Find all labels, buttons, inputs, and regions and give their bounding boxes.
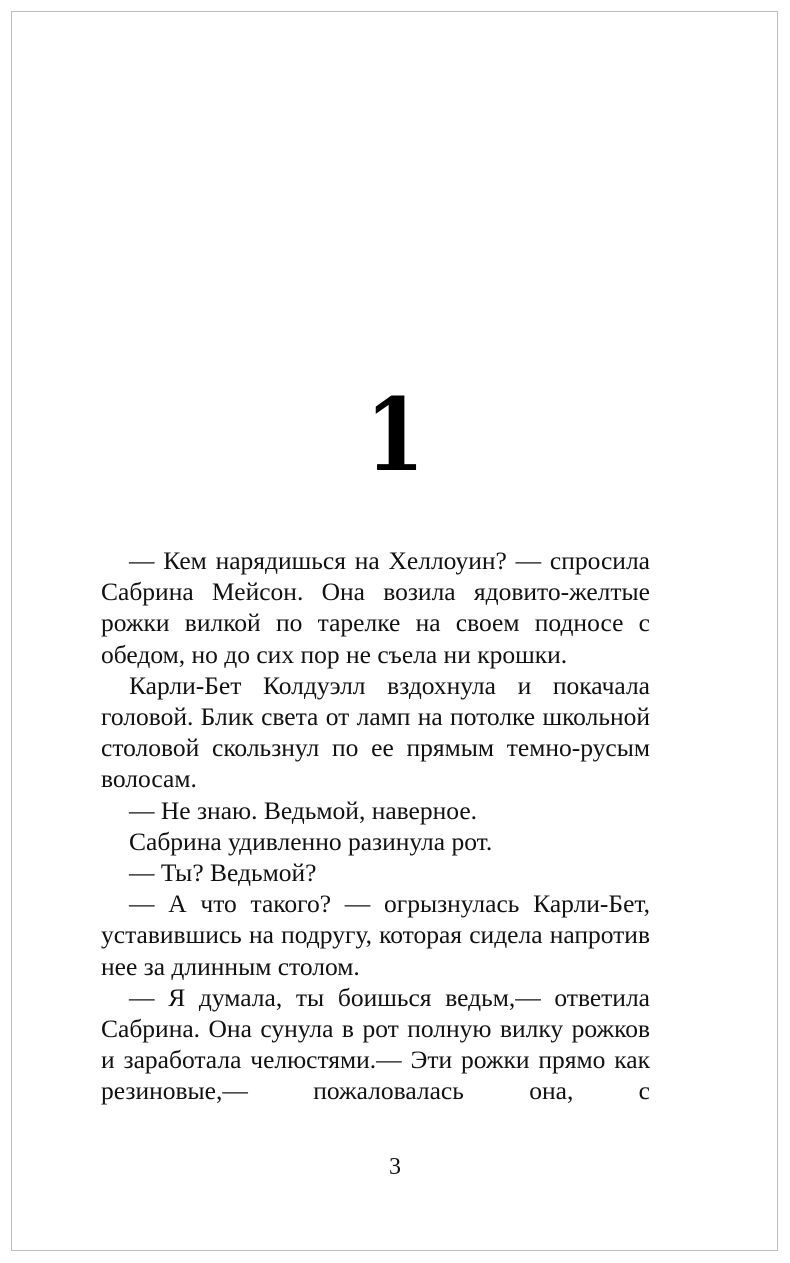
paragraph: — Не знаю. Ведьмой, наверное. — [129, 795, 478, 825]
chapter-number: 1 — [365, 376, 425, 494]
paragraph: Карли-Бет Колдуэлл вздохнула и покачала головой. Блик света от ламп на потолке школьной столовой скользнул по ее прямым темно-русым волосам. — [101, 670, 650, 794]
paragraph: — Ты? Ведьмой? — [129, 858, 317, 888]
chapter-text — [101, 545, 650, 1107]
paragraph: — Кем нарядишься на Хеллоуин? — спросила Сабрина Мейсон. Она возила ядовито-желтые рожки вилкой по тарелке на своем подносе с обедом, но до сих пор не съела ни крошки. — [101, 546, 650, 669]
paragraph: — Я думала, ты боишься ведьм,— ответила Сабрина. Она сунула в рот полную вилку рожков и заработала челюстями.— Эти рожки прямо как резиновые,— пожаловалась она, с — [101, 982, 650, 1106]
paragraph: — А что такого? — огрызнулась Карли-Бет, уставившись на подругу, которая сидела напротив нее за длинным столом. — [101, 889, 650, 981]
page-number: 3 — [389, 1154, 401, 1180]
paragraph: Сабрина удивленно разинула рот. — [129, 826, 493, 856]
